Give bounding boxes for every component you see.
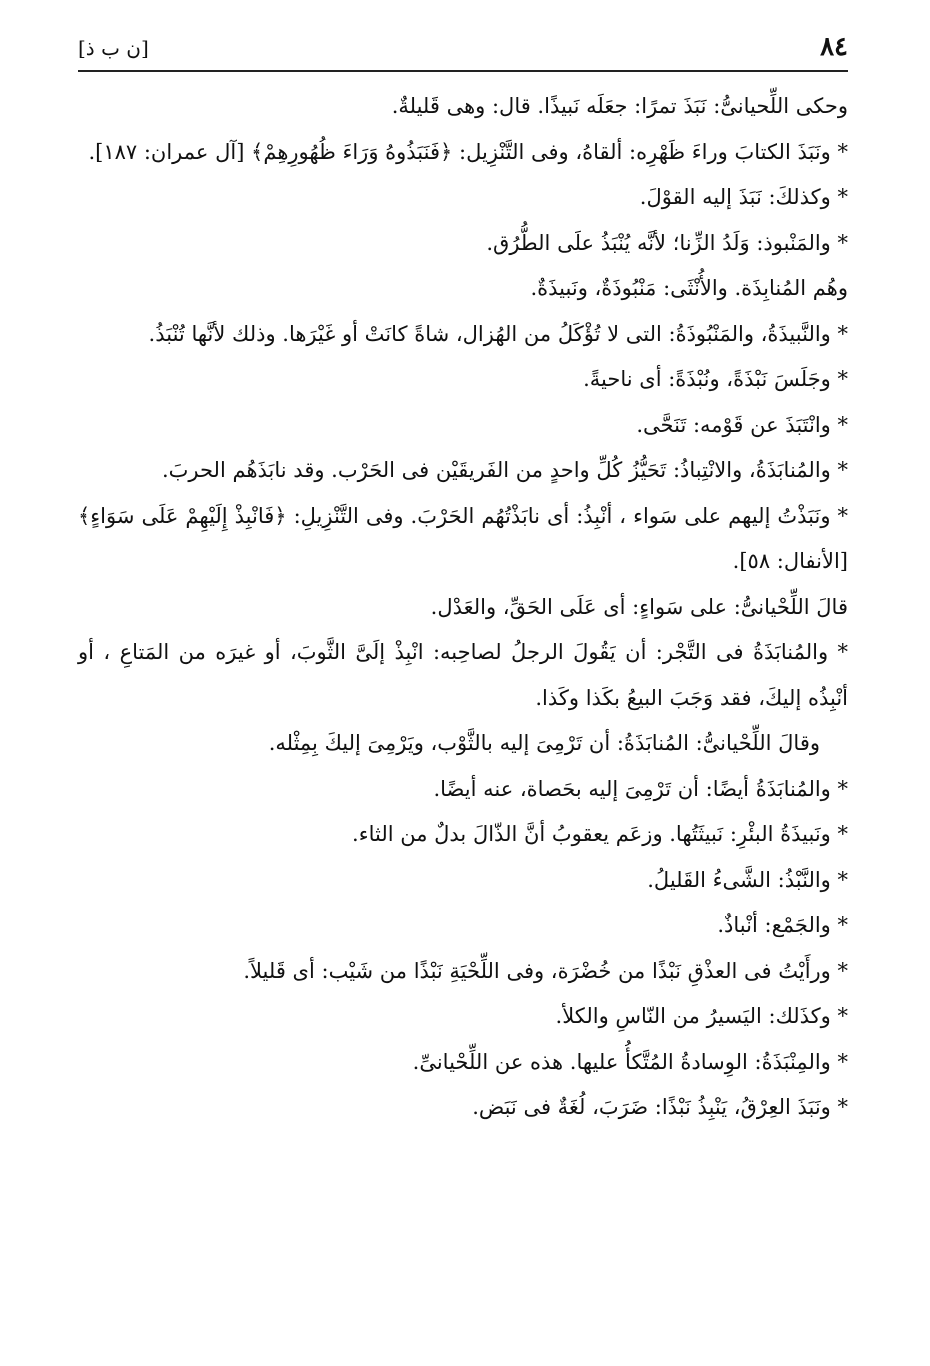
paragraph: * ونَبَذْتُ إليهم على سَواء ، أنْبِذُ: أى نابَذْتُهُم الحَرْبَ. وفى التَّنْزِيلِ: ﴿فَانْبِذْ إِلَيْهِمْ عَلَى سَوَاءٍ﴾ [الأنفال: ٥٨]. xyxy=(78,503,848,573)
paragraph: * ونَبَذَ الكتابَ وراءَ ظَهْرِه: ألقاهُ، وفى التَّنْزِيل: ﴿فَنَبَذُوهُ وَرَاءَ ظُهُورِهِمْ﴾ [آل عمران: ١٨٧]. xyxy=(88,139,848,164)
paragraph: * والنَّبْذُ: الشَّىءُ القَليلُ. xyxy=(647,867,848,892)
paragraph: * والمَنْبوذ: وَلَدُ الزِّنا؛ لأنَّه يُنْبَذُ علَى الطُّرُق. xyxy=(486,230,848,255)
paragraph: * وانْتَبَذَ عن قَوْمه: تَنَحَّى. xyxy=(636,412,848,437)
paragraph: * والنَّبيذَةُ، والمَنْبُوذَةُ: التى لا تُؤْكَلُ من الهُزال، شاةً كانَتْ أو غَيْرَها. وذلك لأنَّها تُنْبَذُ. xyxy=(148,321,848,346)
paragraph: قالَ اللِّحْيانىُّ: على سَواءٍ: أى عَلَى الحَقِّ، والعَدْل. xyxy=(430,594,848,619)
paragraph: * والمُنابَذَةُ، والانْتِباذُ: تَحَيُّزُ كُلِّ واحدٍ من الفَريقَيْن فى الحَرْب. وقد نابَذَهُم الحربَ. xyxy=(161,458,848,482)
paragraph: * ورأَيْتُ فى العذْقِ نَبْذًا من خُضْرَة، وفى اللِّحْيَةِ نَبْذًا من شَيْب: أى قَليلاً. xyxy=(243,958,848,983)
paragraph: * وكذَلك: اليَسيرُ من النّاسِ والكلأ. xyxy=(555,1004,848,1028)
paragraph: وقالَ اللِّحْيانىُّ: المُنابَذَةُ: أن تَرْمِىَ إليه بالثَّوْب، ويَرْمِىَ إليكَ بِمِثْله. xyxy=(268,731,820,755)
paragraph: وهُم المُنابِذَة. والأُنْثَى: مَنْبُوذَةٌ، ونَبيذَةٌ. xyxy=(530,276,848,300)
paragraph: * وجَلَسَ نَبْذَةً، ونُبْذَةً: أى ناحيةً. xyxy=(583,367,848,391)
root-letters-label: [ن ب ذ] xyxy=(78,36,149,60)
paragraph: * والجَمْع: أنْباذٌ. xyxy=(717,913,848,937)
paragraph: * والمُنابَذَةُ فى التَّجْر: أن يَقُولَ الرجلُ لصاحِبه: انْبِذْ إلَىَّ الثَّوبَ، أو غيرَه من المَتاعِ ، أو أنْبِذُه إليكَ، فقد وَجَبَ البيعُ بكَذا وكَذا. xyxy=(78,640,848,710)
page-header xyxy=(78,30,848,70)
entry-body xyxy=(78,84,848,1131)
paragraph: * وكذلكَ: نَبَذَ إليه القوْلَ. xyxy=(639,185,848,209)
paragraph: * ونَبَذَ العِرْقُ، يَنْبِذُ نَبْذًا: ضَرَبَ، لُغَةٌ فى نَبَض. xyxy=(472,1095,848,1119)
paragraph: وحكى اللِّحيانىُّ: نَبَذَ تمرًا: جعَلَه نَبيذًا. قال: وهى قَليلةٌ. xyxy=(391,94,848,118)
page-number: ٨٤ xyxy=(820,32,848,62)
paragraph: * ونَبيذَةُ البئْرِ: نَبيثَتُها. وزعَم يعقوبُ أنَّ الذّالَ بدلٌ من الثاء. xyxy=(352,822,848,846)
header-divider xyxy=(78,70,848,72)
paragraph: * والمُنابَذَةُ أيضًا: أن تَرْمِىَ إليه بحَصاة، عنه أيضًا. xyxy=(433,776,848,801)
paragraph: * والمِنْبَذَةُ: الوِسادةُ المُتَّكأُ عليها. هذه عن اللِّحْيانىِّ. xyxy=(412,1049,848,1074)
